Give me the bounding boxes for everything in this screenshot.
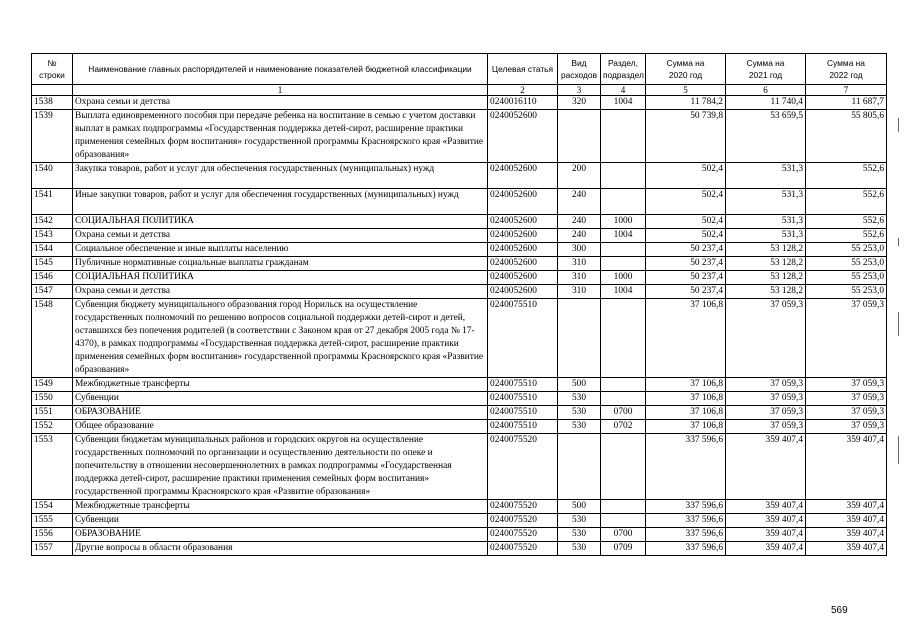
- row-number: 1544: [32, 243, 73, 257]
- row-sum-2022: 37 059,3: [806, 392, 887, 406]
- row-expense-type: 310: [558, 285, 601, 299]
- row-target-article: 0240075510: [488, 406, 558, 420]
- row-name: Выплата единовременного пособия при передаче ребенка на воспитание в семью с учетом доставки выплат в рамках подпрограммы «Государственная поддержка детей-сирот, расширение практики применения семейных форм воспитания» государственной программы Красноярского края «Развитие образования»: [73, 110, 488, 163]
- header-sum-2021: [726, 54, 806, 85]
- table-row: [32, 420, 887, 434]
- header-sum-2022: [806, 54, 887, 85]
- table-row: [32, 514, 887, 528]
- header-target-article: Целевая статья: [488, 54, 558, 85]
- row-name: СОЦИАЛЬНАЯ ПОЛИТИКА: [73, 215, 488, 229]
- row-sum-2021: 37 059,3: [726, 299, 806, 378]
- row-name: Межбюджетные трансферты: [73, 500, 488, 514]
- column-number: 5: [646, 85, 726, 96]
- header-section: [601, 54, 646, 85]
- row-target-article: 0240052600: [488, 110, 558, 163]
- row-section: 1004: [601, 229, 646, 243]
- row-target-article: 0240075510: [488, 420, 558, 434]
- row-number: 1552: [32, 420, 73, 434]
- table-row: [32, 542, 887, 556]
- row-sum-2022: 55 253,0: [806, 285, 887, 299]
- row-target-article: 0240052600: [488, 285, 558, 299]
- row-name: Субвенции бюджетам муниципальных районов и городских округов на осуществление государственных полномочий по организации и осуществлению деятельности по опеке и попечительству в отношении несовершеннолетних в рамках подпрограммы «Государственная поддержка детей-сирот, расширение практики применения семейных форм воспитания» государственной программы Красноярского края «Развитие образования»: [73, 434, 488, 500]
- row-sum-2021: 37 059,3: [726, 392, 806, 406]
- row-expense-type: 310: [558, 257, 601, 271]
- row-sum-2021: 359 407,4: [726, 500, 806, 514]
- row-sum-2020: 502,4: [646, 189, 726, 215]
- header-sum-2022-line2: 2022 год: [829, 70, 863, 80]
- row-number: 1543: [32, 229, 73, 243]
- row-section: [601, 110, 646, 163]
- row-expense-type: [558, 434, 601, 500]
- header-expense-type: [558, 54, 601, 85]
- table-row: [32, 528, 887, 542]
- table-row: [32, 406, 887, 420]
- row-number: 1551: [32, 406, 73, 420]
- row-target-article: 0240075520: [488, 500, 558, 514]
- row-sum-2021: 53 659,5: [726, 110, 806, 163]
- row-sum-2022: 359 407,4: [806, 500, 887, 514]
- row-section: 1000: [601, 215, 646, 229]
- row-number: 1538: [32, 96, 73, 110]
- row-section: [601, 299, 646, 378]
- row-name: Субвенция бюджету муниципального образования город Норильск на осуществление государственных полномочий по решению вопросов социальной поддержки детей-сирот и детей, оставшихся без попечения родителей (в соответствии с Законом края от 27 декабря 2005 года № 17-4370), в рамках подпрограммы «Государственная поддержка детей-сирот, расширение практики применения семейных форм воспитания» государственной программы Красноярского края «Развитие образования»: [73, 299, 488, 378]
- header-section-line2: подраздел: [603, 70, 644, 80]
- row-number: 1540: [32, 163, 73, 189]
- row-sum-2021: 531,3: [726, 229, 806, 243]
- row-expense-type: 300: [558, 243, 601, 257]
- row-sum-2021: 359 407,4: [726, 528, 806, 542]
- row-section: 0700: [601, 406, 646, 420]
- row-expense-type: 530: [558, 514, 601, 528]
- row-sum-2020: 37 106,8: [646, 420, 726, 434]
- row-expense-type: 240: [558, 215, 601, 229]
- row-section: [601, 500, 646, 514]
- row-name: Общее образование: [73, 420, 488, 434]
- row-sum-2021: 531,3: [726, 163, 806, 189]
- scan-margin-mark: [898, 118, 899, 132]
- row-sum-2020: 50 237,4: [646, 285, 726, 299]
- row-target-article: 0240075520: [488, 542, 558, 556]
- row-section: [601, 514, 646, 528]
- row-target-article: 0240052600: [488, 215, 558, 229]
- row-section: 1000: [601, 271, 646, 285]
- row-sum-2020: 337 596,6: [646, 542, 726, 556]
- row-sum-2022: 55 253,0: [806, 271, 887, 285]
- row-sum-2020: 50 237,4: [646, 243, 726, 257]
- row-sum-2022: 359 407,4: [806, 542, 887, 556]
- column-number: 1: [73, 85, 488, 96]
- header-row: [32, 54, 887, 85]
- row-name: Субвенции: [73, 392, 488, 406]
- row-name: Охрана семьи и детства: [73, 229, 488, 243]
- header-sum-2022-line1: Сумма на: [827, 58, 865, 68]
- header-section-line1: Раздел,: [607, 58, 638, 68]
- row-sum-2022: 11 687,7: [806, 96, 887, 110]
- row-sum-2022: 552,6: [806, 229, 887, 243]
- scan-margin-mark: [898, 312, 899, 336]
- row-number: 1549: [32, 378, 73, 392]
- row-sum-2021: 531,3: [726, 189, 806, 215]
- table-row: [32, 285, 887, 299]
- row-name: Социальное обеспечение и иные выплаты населению: [73, 243, 488, 257]
- scan-margin-mark: [898, 238, 899, 246]
- row-expense-type: 310: [558, 271, 601, 285]
- row-target-article: 0240075520: [488, 514, 558, 528]
- header-sum-2020-line2: 2020 год: [668, 70, 703, 80]
- row-sum-2020: 337 596,6: [646, 514, 726, 528]
- row-sum-2020: 502,4: [646, 229, 726, 243]
- row-target-article: 0240052600: [488, 243, 558, 257]
- row-number: 1539: [32, 110, 73, 163]
- budget-table: [31, 53, 887, 556]
- row-section: [601, 243, 646, 257]
- row-expense-type: 530: [558, 542, 601, 556]
- row-number: 1556: [32, 528, 73, 542]
- row-section: [601, 434, 646, 500]
- row-expense-type: 500: [558, 378, 601, 392]
- row-name: Межбюджетные трансферты: [73, 378, 488, 392]
- row-target-article: 0240052600: [488, 257, 558, 271]
- row-target-article: 0240075520: [488, 434, 558, 500]
- row-name: Другие вопросы в области образования: [73, 542, 488, 556]
- row-target-article: 0240075510: [488, 378, 558, 392]
- row-target-article: 0240052600: [488, 271, 558, 285]
- row-expense-type: 320: [558, 96, 601, 110]
- row-sum-2021: 53 128,2: [726, 257, 806, 271]
- row-expense-type: 240: [558, 189, 601, 215]
- row-sum-2022: 37 059,3: [806, 420, 887, 434]
- row-section: [601, 189, 646, 215]
- header-expense-type-line1: Вид: [571, 58, 587, 68]
- row-target-article: 0240075510: [488, 299, 558, 378]
- row-expense-type: 530: [558, 420, 601, 434]
- row-sum-2022: 37 059,3: [806, 406, 887, 420]
- row-sum-2022: 552,6: [806, 215, 887, 229]
- table-row: [32, 271, 887, 285]
- header-sum-2020: [646, 54, 726, 85]
- row-sum-2020: 37 106,8: [646, 378, 726, 392]
- row-name: ОБРАЗОВАНИЕ: [73, 406, 488, 420]
- row-sum-2022: 37 059,3: [806, 378, 887, 392]
- row-name: Публичные нормативные социальные выплаты гражданам: [73, 257, 488, 271]
- row-sum-2022: 359 407,4: [806, 434, 887, 500]
- row-name: ОБРАЗОВАНИЕ: [73, 528, 488, 542]
- row-name: Субвенции: [73, 514, 488, 528]
- row-number: 1546: [32, 271, 73, 285]
- row-sum-2021: 53 128,2: [726, 285, 806, 299]
- column-number: 3: [558, 85, 601, 96]
- row-expense-type: 530: [558, 528, 601, 542]
- row-sum-2021: 11 740,4: [726, 96, 806, 110]
- row-sum-2020: 502,4: [646, 163, 726, 189]
- row-sum-2021: 37 059,3: [726, 378, 806, 392]
- row-sum-2020: 37 106,8: [646, 406, 726, 420]
- row-sum-2021: 53 128,2: [726, 243, 806, 257]
- row-name: СОЦИАЛЬНАЯ ПОЛИТИКА: [73, 271, 488, 285]
- row-sum-2022: 359 407,4: [806, 514, 887, 528]
- row-sum-2020: 337 596,6: [646, 500, 726, 514]
- row-expense-type: 200: [558, 163, 601, 189]
- table-row: [32, 257, 887, 271]
- row-sum-2021: 37 059,3: [726, 406, 806, 420]
- row-target-article: 0240052600: [488, 189, 558, 215]
- row-target-article: 0240075520: [488, 528, 558, 542]
- row-target-article: 0240075510: [488, 392, 558, 406]
- page-number: 569: [831, 605, 848, 616]
- header-sum-2020-line1: Сумма на: [666, 58, 705, 68]
- row-sum-2022: 359 407,4: [806, 528, 887, 542]
- row-sum-2020: 50 739,8: [646, 110, 726, 163]
- column-number: 7: [806, 85, 887, 96]
- row-number: 1545: [32, 257, 73, 271]
- header-expense-type-line2: расходов: [560, 70, 598, 80]
- column-number: 6: [726, 85, 806, 96]
- table-row: [32, 189, 887, 215]
- row-target-article: 0240016110: [488, 96, 558, 110]
- row-section: 1004: [601, 96, 646, 110]
- row-number: 1547: [32, 285, 73, 299]
- row-sum-2022: 55 253,0: [806, 257, 887, 271]
- table-row: [32, 215, 887, 229]
- table-row: [32, 378, 887, 392]
- table-row: [32, 434, 887, 500]
- table-row: [32, 392, 887, 406]
- table-row: [32, 110, 887, 163]
- row-sum-2022: 552,6: [806, 163, 887, 189]
- row-number: 1542: [32, 215, 73, 229]
- row-name: Охрана семьи и детства: [73, 96, 488, 110]
- row-sum-2020: 50 237,4: [646, 257, 726, 271]
- row-number: 1541: [32, 189, 73, 215]
- row-target-article: 0240052600: [488, 229, 558, 243]
- header-row-no: № строки: [32, 54, 73, 85]
- table-row: [32, 229, 887, 243]
- header-sum-2021-line2: 2021 год: [748, 70, 783, 80]
- row-sum-2021: 53 128,2: [726, 271, 806, 285]
- row-section: 0702: [601, 420, 646, 434]
- header-name: Наименование главных распорядителей и наименование показателей бюджетной классификации: [73, 54, 488, 85]
- table-row: [32, 243, 887, 257]
- row-expense-type: 500: [558, 500, 601, 514]
- row-sum-2020: 337 596,6: [646, 434, 726, 500]
- column-number: [32, 85, 73, 96]
- row-sum-2022: 55 805,6: [806, 110, 887, 163]
- row-section: 0709: [601, 542, 646, 556]
- row-sum-2021: 359 407,4: [726, 542, 806, 556]
- row-sum-2021: 531,3: [726, 215, 806, 229]
- row-sum-2021: 359 407,4: [726, 514, 806, 528]
- row-section: 1004: [601, 285, 646, 299]
- row-sum-2020: 37 106,8: [646, 299, 726, 378]
- row-name: Иные закупки товаров, работ и услуг для обеспечения государственных (муниципальных) нужд: [73, 189, 488, 215]
- row-sum-2020: 11 784,2: [646, 96, 726, 110]
- table-row: [32, 500, 887, 514]
- row-sum-2022: 55 253,0: [806, 243, 887, 257]
- table-row: [32, 96, 887, 110]
- row-name: Закупка товаров, работ и услуг для обеспечения государственных (муниципальных) нужд: [73, 163, 488, 189]
- row-section: 0700: [601, 528, 646, 542]
- row-number: 1548: [32, 299, 73, 378]
- row-expense-type: [558, 110, 601, 163]
- row-expense-type: 530: [558, 406, 601, 420]
- row-number: 1554: [32, 500, 73, 514]
- row-number: 1553: [32, 434, 73, 500]
- table-row: [32, 299, 887, 378]
- row-expense-type: [558, 299, 601, 378]
- row-sum-2022: 37 059,3: [806, 299, 887, 378]
- column-number: 2: [488, 85, 558, 96]
- row-section: [601, 257, 646, 271]
- row-sum-2022: 552,6: [806, 189, 887, 215]
- row-sum-2020: 502,4: [646, 215, 726, 229]
- scan-margin-mark: [898, 436, 899, 464]
- row-sum-2021: 359 407,4: [726, 434, 806, 500]
- row-target-article: 0240052600: [488, 163, 558, 189]
- row-number: 1555: [32, 514, 73, 528]
- table-row: [32, 163, 887, 189]
- row-sum-2020: 50 237,4: [646, 271, 726, 285]
- row-section: [601, 378, 646, 392]
- row-sum-2020: 337 596,6: [646, 528, 726, 542]
- row-number: 1550: [32, 392, 73, 406]
- row-section: [601, 392, 646, 406]
- column-number-row: [32, 85, 887, 96]
- row-sum-2020: 37 106,8: [646, 392, 726, 406]
- column-number: 4: [601, 85, 646, 96]
- row-expense-type: 530: [558, 392, 601, 406]
- row-name: Охрана семьи и детства: [73, 285, 488, 299]
- row-sum-2021: 37 059,3: [726, 420, 806, 434]
- row-section: [601, 163, 646, 189]
- row-expense-type: 240: [558, 229, 601, 243]
- header-sum-2021-line1: Сумма на: [746, 58, 785, 68]
- row-number: 1557: [32, 542, 73, 556]
